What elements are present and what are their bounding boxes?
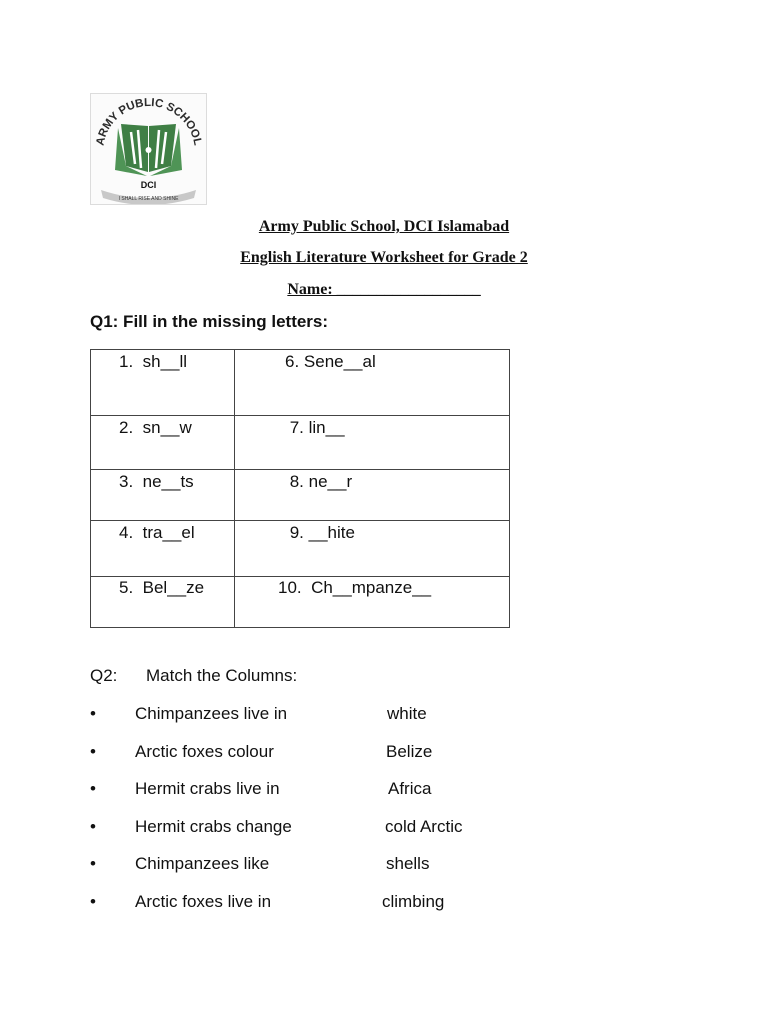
table-cell: 10. Ch__mpanze__ [235,577,510,628]
table-cell: 7. lin__ [235,416,510,470]
q1-heading: Q1: Fill in the missing letters: [90,312,329,331]
match-columns-list [90,704,590,930]
logo-arc-text: ARMY PUBLIC SCHOOL [94,96,204,147]
bullet-icon: • [90,891,96,911]
match-right-text: climbing [382,891,445,911]
list-item [90,704,590,742]
bullet-icon: • [90,816,96,836]
bullet-icon: • [90,741,96,761]
list-item [90,779,590,817]
table-cell: 9. __hite [235,521,510,577]
bullet-icon: • [90,779,96,799]
q2-heading [90,666,297,686]
match-left-text: Hermit crabs live in [135,779,280,799]
bullet-icon: • [90,704,96,723]
match-left-text: Chimpanzees live in [135,704,288,723]
match-left-text: Arctic foxes live in [135,891,272,911]
q2-title: Match the Columns: [146,666,298,685]
match-right-text: white [387,704,427,723]
bullet-icon: • [90,854,96,874]
list-item [90,854,590,892]
school-logo [90,93,207,205]
match-right-text: Belize [386,741,433,761]
list-item [90,817,590,855]
match-left-text: Arctic foxes colour [135,741,274,761]
table-cell: 3. ne__ts [91,470,235,521]
logo-motto-text: I SHALL RISE AND SHINE [118,196,179,202]
q2-number: Q2: [90,666,118,685]
table-row [91,521,510,577]
school-logo-emblem [91,94,206,204]
table-cell: 5. Bel__ze [91,577,235,628]
worksheet-title: English Literature Worksheet for Grade 2 [240,249,528,266]
match-right-text: cold Arctic [385,816,463,836]
table-cell: 1. sh__ll [91,350,235,416]
table-row [91,416,510,470]
school-title: Army Public School, DCI Islamabad [258,218,510,235]
match-right-text: Africa [388,779,432,799]
match-left-text: Chimpanzees like [135,854,270,874]
table-cell: 4. tra__el [91,521,235,577]
table-cell: 2. sn__w [91,416,235,470]
match-right-text: shells [386,854,430,874]
table-cell: 8. ne__r [235,470,510,521]
list-item [90,892,590,930]
table-row [91,350,510,416]
table-cell: 6. Sene__al [235,350,510,416]
fill-missing-letters-table [90,349,510,628]
match-left-text: Hermit crabs change [135,816,292,836]
name-field-line: Name: __________________ [287,281,481,298]
book-icon [115,124,182,176]
table-row [91,470,510,521]
list-item [90,742,590,780]
logo-center-text: DCI [140,180,157,190]
table-row [91,577,510,628]
